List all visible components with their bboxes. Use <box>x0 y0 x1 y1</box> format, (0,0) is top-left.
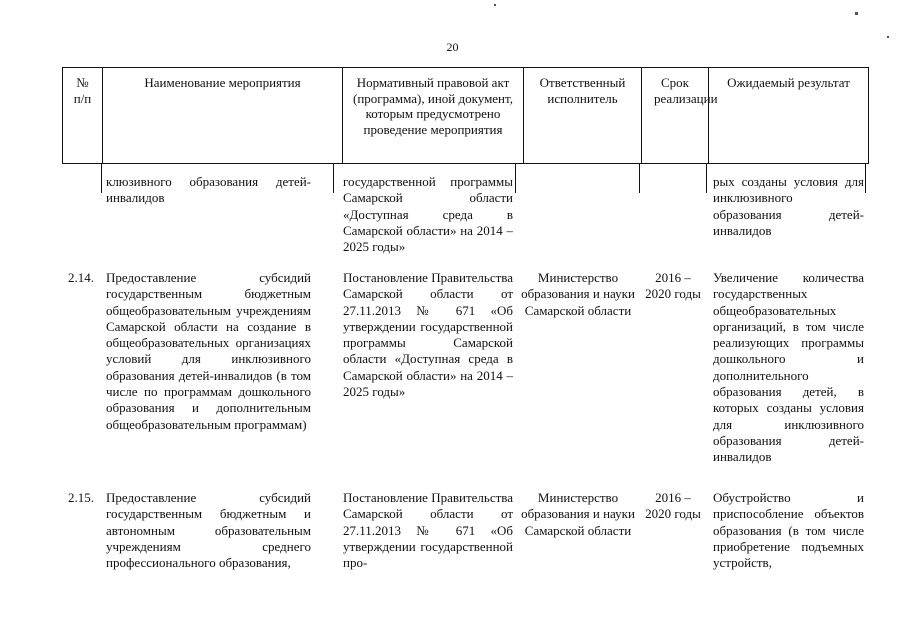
scan-speck <box>855 12 858 15</box>
header-responsible: Ответственный исполнитель <box>524 68 642 163</box>
column-rule <box>865 163 866 193</box>
header-legal-act: Нормативный правовой акт (программа), иной документ, которым предусмотрено проведение мероприятия <box>343 68 524 163</box>
row-legal-act: Постановление Правительства Самарской области от 27.11.2013 № 671 «Об утверждении государственной про- <box>343 490 514 571</box>
row-measure-name: Предоставление субсидий государственным бюджетным общеобразовательным учреждениям Самарской области на создание в общеобразовательных организациях условий для инклюзивного образования детей-инвалидов (в том числе по программам дошкольного образования и дополнительным общеобразовательным программам) <box>106 270 311 432</box>
row-responsible: Министерство образования и науки Самарской области <box>521 270 635 318</box>
header-number: № п/п <box>63 68 103 163</box>
column-rule <box>333 163 334 193</box>
column-rule <box>706 163 707 193</box>
column-rule <box>101 163 102 193</box>
row-responsible: Министерство образования и науки Самарской области <box>521 490 635 538</box>
table-header <box>62 67 869 164</box>
row-legal-act: Постановление Правительства Самарской области от 27.11.2013 № 671 «Об утверждении государственной программы Самарской области «Доступная среда в Самарской области» на 2014 – 2025 годы» <box>343 270 514 400</box>
page-number: 20 <box>446 40 459 54</box>
header-measure-name: Наименование мероприятия <box>103 68 343 163</box>
column-rule <box>639 163 640 193</box>
row-term: 2016 – 2020 годы <box>645 270 701 302</box>
row-number: 2.15. <box>68 490 94 505</box>
scan-speck <box>494 4 496 6</box>
continuation-act: государственной программы Самарской области «Доступная среда в Самарской области» на 2014 – 2025 годы» <box>343 174 513 255</box>
header-expected-result: Ожидаемый результат <box>727 75 850 90</box>
row-expected-result: Обустройство и приспособление объектов образования (в том числе приобретение подъемных устройств, <box>713 490 864 571</box>
scan-speck <box>887 36 889 38</box>
header-term: Срок реализации <box>642 68 709 163</box>
column-rule <box>515 163 516 193</box>
row-number: 2.14. <box>68 270 94 285</box>
continuation-result: рых созданы условия для инклюзивного образования детей-инвалидов <box>713 174 864 238</box>
continuation-name: клюзивного образования детей-инвалидов <box>106 174 311 206</box>
row-measure-name: Предоставление субсидий государственным бюджетным и автономным образовательным учреждениям среднего профессионального образования, <box>106 490 311 571</box>
row-term: 2016 – 2020 годы <box>645 490 701 522</box>
row-expected-result: Увеличение количества государственных общеобразовательных организаций, в том числе реализующих программы дошкольного и дополнительного образования детей, в которых созданы условия для инклюзивного образования детей-инвалидов <box>713 270 864 465</box>
